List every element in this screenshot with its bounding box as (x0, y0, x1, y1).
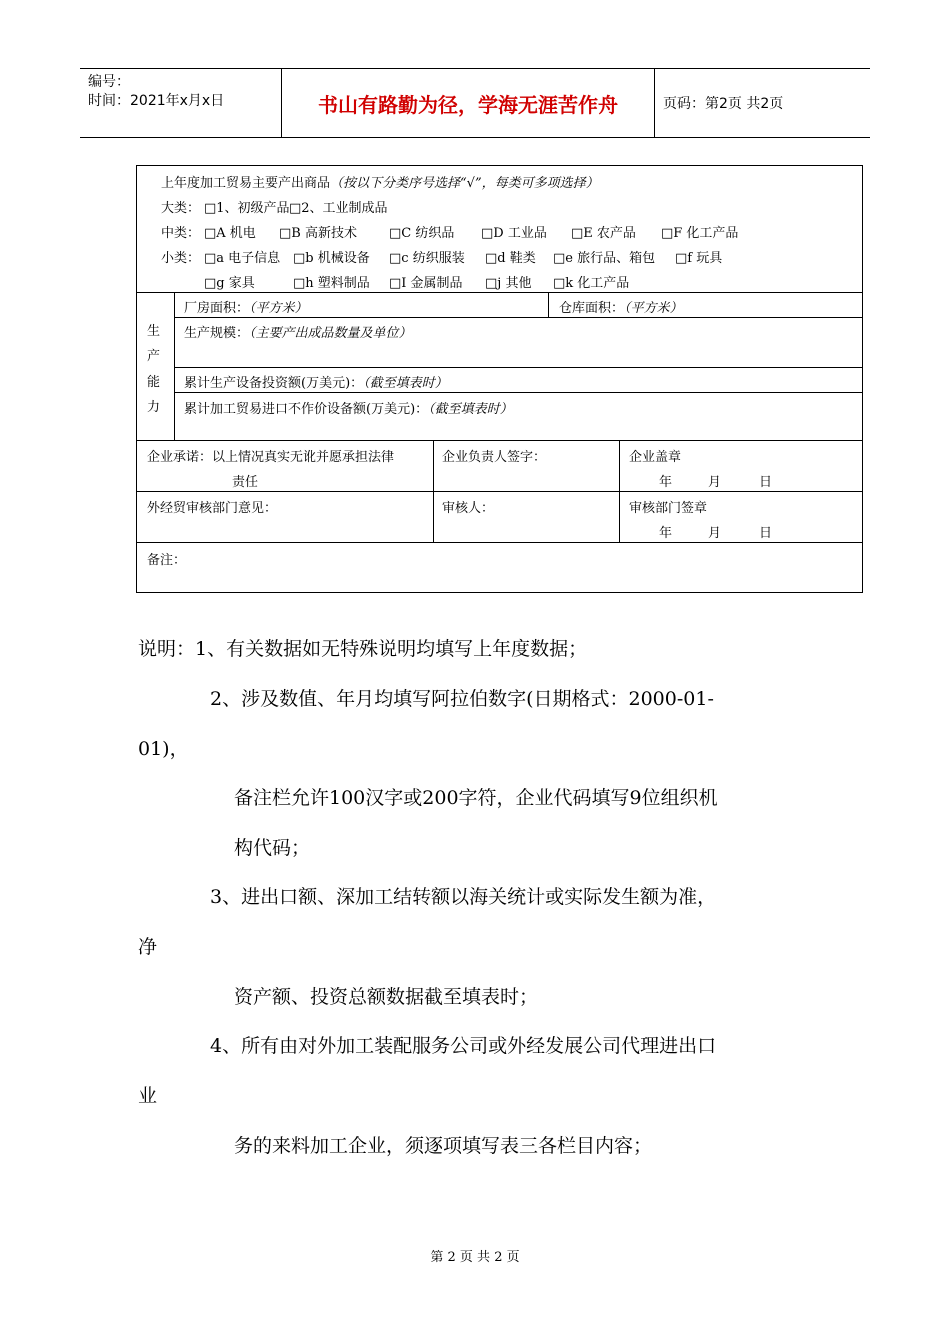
commitment-line-2: 责任 (232, 475, 259, 490)
note-line-8: 资产额、投资总额数据截至填表时； (234, 986, 539, 1008)
registration-form-table (136, 165, 863, 593)
note-line-3: 01)， (138, 738, 189, 760)
minor-option-h[interactable]: □h 塑料制品 (293, 276, 370, 291)
divider (174, 367, 862, 368)
minor-category-label: 小类： (161, 251, 201, 266)
capacity-side-char-2: 产 (147, 349, 161, 364)
remarks-field[interactable]: 备注： (147, 553, 187, 568)
review-date-month: 月 (708, 526, 722, 541)
review-opinion-field[interactable]: 外经贸审核部门意见： (147, 501, 278, 516)
middle-option-c[interactable]: □C 纺织品 (389, 226, 455, 241)
import-equipment-field[interactable] (184, 398, 513, 417)
capacity-side-char-4: 力 (147, 400, 161, 415)
divider (174, 317, 862, 318)
production-scale-hint: （主要产出成品数量及单位） (249, 326, 412, 341)
minor-option-g[interactable]: □g 家具 (204, 276, 255, 291)
equipment-investment-label: 累计生产设备投资额(万美元)： (184, 376, 364, 391)
commit-date-day: 日 (759, 475, 773, 490)
equipment-investment-hint: （截至填表时） (363, 376, 448, 391)
equipment-investment-field[interactable] (184, 372, 448, 391)
capacity-side-char-3: 能 (147, 375, 161, 390)
note-line-4: 备注栏允许100汉字或200字符，企业代码填写9位组织机 (234, 787, 718, 809)
middle-option-e[interactable]: □E 农产品 (571, 226, 636, 241)
production-scale-field[interactable] (184, 322, 412, 341)
major-category-label: 大类： (161, 201, 201, 216)
divider (548, 292, 549, 317)
import-equipment-label: 累计加工贸易进口不作价设备额(万美元)： (184, 402, 429, 417)
divider (137, 292, 862, 293)
time-label: 时间：2021年x月x日 (88, 93, 225, 109)
note-line-2: 2、涉及数值、年月均填写阿拉伯数字(日期格式：2000-01- (210, 688, 714, 710)
minor-option-d[interactable]: □d 鞋类 (485, 251, 536, 266)
divider (137, 491, 862, 492)
divider (174, 392, 862, 393)
minor-option-i[interactable]: □I 金属制品 (389, 276, 463, 291)
divider (137, 542, 862, 543)
divider (174, 292, 175, 440)
middle-option-a[interactable]: □A 机电 (204, 226, 256, 241)
middle-category-label: 中类： (161, 226, 201, 241)
capacity-side-char-1: 生 (147, 324, 161, 339)
minor-option-c[interactable]: □c 纺织服装 (389, 251, 465, 266)
commitment-line-1: 企业承诺：以上情况真实无讹并愿承担法律 (147, 450, 395, 465)
page-header (80, 68, 870, 138)
reviewer-field[interactable]: 审核人： (442, 501, 495, 516)
note-line-10: 业 (138, 1085, 158, 1107)
page-footer: 第 2 页 共 2 页 (430, 1250, 520, 1265)
products-title-row (161, 172, 599, 191)
warehouse-area-label: 仓库面积： (559, 301, 625, 316)
minor-option-f[interactable]: □f 玩具 (675, 251, 723, 266)
review-seal-label: 审核部门签章 (629, 501, 708, 516)
minor-option-j[interactable]: □j 其他 (485, 276, 532, 291)
commit-date-month: 月 (708, 475, 722, 490)
minor-option-a[interactable]: □a 电子信息 (204, 251, 281, 266)
note-line-9: 4、所有由对外加工装配服务公司或外经发展公司代理进出口 (210, 1035, 717, 1057)
factory-area-unit: （平方米） (249, 301, 308, 316)
major-option-2[interactable]: □2、工业制成品 (289, 201, 388, 216)
commit-date-year: 年 (659, 475, 673, 490)
legal-rep-signature-field[interactable]: 企业负责人签字： (442, 450, 547, 465)
page-number-label: 页码：第2页 共2页 (663, 96, 784, 112)
minor-option-k[interactable]: □k 化工产品 (553, 276, 630, 291)
factory-area-label: 厂房面积： (184, 301, 250, 316)
warehouse-area-field[interactable] (559, 297, 683, 316)
middle-option-b[interactable]: □B 高新技术 (279, 226, 357, 241)
factory-area-field[interactable] (184, 297, 308, 316)
note-line-11: 务的来料加工企业，须逐项填写表三各栏目内容； (234, 1135, 653, 1157)
note-line-6: 3、进出口额、深加工结转额以海关统计或实际发生额为准， (210, 886, 717, 908)
warehouse-area-unit: （平方米） (624, 301, 683, 316)
review-date-day: 日 (759, 526, 773, 541)
middle-option-f[interactable]: □F 化工产品 (661, 226, 739, 241)
minor-option-b[interactable]: □b 机械设备 (293, 251, 370, 266)
divider (137, 440, 862, 441)
note-line-5: 构代码； (234, 837, 311, 859)
products-title: 上年度加工贸易主要产出商品 (161, 176, 331, 191)
products-hint: （按以下分类序号选择“√”，每类可多项选择） (330, 176, 599, 191)
number-label: 编号： (88, 74, 130, 90)
company-seal-label: 企业盖章 (629, 450, 682, 465)
note-line-7: 净 (138, 936, 158, 958)
header-meta (80, 69, 282, 137)
production-scale-label: 生产规模： (184, 326, 250, 341)
header-motto: 书山有路勤为径，学海无涯苦作舟 (282, 69, 655, 137)
note-line-1: 说明：1、有关数据如无特殊说明均填写上年度数据； (138, 638, 588, 660)
major-option-1[interactable]: □1、初级产品 (204, 201, 290, 216)
import-equipment-hint: （截至填表时） (428, 402, 513, 417)
middle-option-d[interactable]: □D 工业品 (481, 226, 547, 241)
review-date-year: 年 (659, 526, 673, 541)
minor-option-e[interactable]: □e 旅行品、箱包 (553, 251, 656, 266)
